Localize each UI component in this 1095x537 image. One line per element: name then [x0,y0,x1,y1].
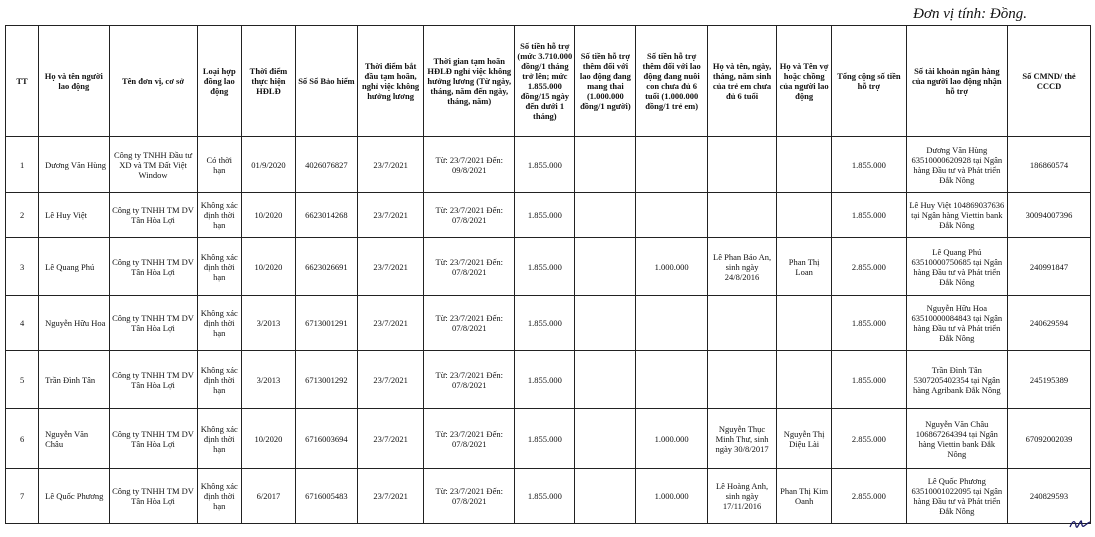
cell-insurance: 6713001292 [295,351,357,409]
header-id: Số CMND/ thẻ CCCD [1008,26,1091,137]
cell-pause-start: 23/7/2021 [357,296,423,351]
cell-contract: Không xác định thời hạn [197,296,242,351]
header-pregnant: Số tiền hỗ trợ thêm đối với lao động đang mang thai (1.000.000 đồng/1 người) [575,26,636,137]
cell-insurance: 6623014268 [295,193,357,238]
cell-insurance: 6716005483 [295,469,357,524]
cell-contract: Không xác định thời hạn [197,351,242,409]
cell-name: Nguyễn Hữu Hoa [39,296,109,351]
cell-pause-start: 23/7/2021 [357,238,423,296]
support-table [5,25,1091,524]
cell-id: 240991847 [1008,238,1091,296]
header-bank: Số tài khoản ngân hàng của người lao động nhận hỗ trợ [906,26,1007,137]
cell-period: Từ: 23/7/2021 Đến: 07/8/2021 [424,296,515,351]
cell-name: Lê Huy Việt [39,193,109,238]
cell-child-support: 1.000.000 [636,469,707,524]
cell-pregnant [575,296,636,351]
cell-bank: Lê Quang Phú 63510000750685 tại Ngân hàng Đầu tư và Phát triển Đắk Nông [906,238,1007,296]
cell-contract: Có thời hạn [197,137,242,193]
cell-period: Từ: 23/7/2021 Đến: 07/8/2021 [424,409,515,469]
cell-total: 1.855.000 [832,351,907,409]
signature-mark [1069,517,1091,531]
cell-spouse [777,193,832,238]
cell-insurance: 6716003694 [295,409,357,469]
cell-id: 67092002039 [1008,409,1091,469]
cell-unit: Công ty TNHH TM DV Tân Hòa Lợi [109,469,197,524]
cell-name: Dương Văn Hùng [39,137,109,193]
cell-support: 1.855.000 [515,296,575,351]
cell-spouse: Nguyễn Thị Diệu Lài [777,409,832,469]
cell-name: Lê Quang Phú [39,238,109,296]
cell-tt: 2 [6,193,39,238]
header-name: Họ và tên người lao động [39,26,109,137]
cell-total: 2.855.000 [832,409,907,469]
cell-child-support: 1.000.000 [636,238,707,296]
header-support: Số tiền hỗ trợ (mức 3.710.000 đồng/1 tháng trở lên; mức 1.855.000 đồng/15 ngày đến dưới 1 tháng) [515,26,575,137]
cell-id: 30094007396 [1008,193,1091,238]
cell-pause-start: 23/7/2021 [357,193,423,238]
header-spouse: Họ và Tên vợ hoặc chồng của người lao động [777,26,832,137]
cell-contract: Không xác định thời hạn [197,238,242,296]
cell-tt: 4 [6,296,39,351]
cell-start: 10/2020 [242,193,296,238]
cell-tt: 7 [6,469,39,524]
header-tt: TT [6,26,39,137]
cell-name: Trần Đình Tân [39,351,109,409]
cell-tt: 5 [6,351,39,409]
cell-support: 1.855.000 [515,238,575,296]
table-row [6,469,1091,524]
cell-child-support: 1.000.000 [636,409,707,469]
cell-insurance: 6623026691 [295,238,357,296]
cell-child-support [636,137,707,193]
cell-contract: Không xác định thời hạn [197,409,242,469]
table-row [6,193,1091,238]
cell-tt: 1 [6,137,39,193]
cell-period: Từ: 23/7/2021 Đến: 07/8/2021 [424,238,515,296]
cell-bank: Lê Huy Việt 104869037636 tại Ngân hàng Viettin bank Đắk Nông [906,193,1007,238]
cell-unit: Công ty TNHH TM DV Tân Hòa Lợi [109,351,197,409]
cell-spouse [777,137,832,193]
cell-bank: Nguyễn Văn Châu 106867264394 tại Ngân hàng Viettin bank Đắk Nông [906,409,1007,469]
header-period: Thời gian tạm hoãn HĐLĐ nghỉ việc không hưởng lương (Từ ngày, tháng, năm đến ngày, tháng, năm) [424,26,515,137]
cell-pregnant [575,137,636,193]
header-contract: Loại hợp đồng lao động [197,26,242,137]
cell-spouse: Phan Thị Loan [777,238,832,296]
cell-child-support [636,296,707,351]
cell-start: 01/9/2020 [242,137,296,193]
header-total: Tổng cộng số tiền hỗ trợ [832,26,907,137]
table-row [6,238,1091,296]
cell-child-support [636,351,707,409]
cell-start: 6/2017 [242,469,296,524]
cell-total: 1.855.000 [832,296,907,351]
cell-support: 1.855.000 [515,137,575,193]
cell-pregnant [575,469,636,524]
cell-bank: Trần Đình Tân 5307205402354 tại Ngân hàng Agribank Đắk Nông [906,351,1007,409]
cell-unit: Công ty TNHH TM DV Tân Hòa Lợi [109,409,197,469]
cell-id: 240629594 [1008,296,1091,351]
cell-support: 1.855.000 [515,469,575,524]
cell-child: Lê Phan Bảo An, sinh ngày 24/8/2016 [707,238,776,296]
header-start: Thời điểm thực hiện HĐLĐ [242,26,296,137]
cell-id: 186860574 [1008,137,1091,193]
cell-start: 10/2020 [242,409,296,469]
cell-pregnant [575,351,636,409]
cell-total: 2.855.000 [832,469,907,524]
header-child-support: Số tiền hỗ trợ thêm đối với lao động đang nuôi con chưa đủ 6 tuổi (1.000.000 đồng/1 trẻ em) [636,26,707,137]
cell-pregnant [575,409,636,469]
cell-insurance: 4026076827 [295,137,357,193]
cell-support: 1.855.000 [515,351,575,409]
cell-id: 245195389 [1008,351,1091,409]
cell-pause-start: 23/7/2021 [357,469,423,524]
cell-name: Lê Quốc Phương [39,469,109,524]
cell-child: Lê Hoàng Anh, sinh ngày 17/11/2016 [707,469,776,524]
cell-contract: Không xác định thời hạn [197,193,242,238]
cell-period: Từ: 23/7/2021 Đến: 09/8/2021 [424,137,515,193]
header-insurance: Số Sổ Bảo hiểm [295,26,357,137]
cell-unit: Công ty TNHH TM DV Tân Hòa Lợi [109,296,197,351]
cell-spouse: Phan Thị Kim Oanh [777,469,832,524]
cell-name: Nguyễn Văn Châu [39,409,109,469]
table-row [6,296,1091,351]
cell-unit: Công ty TNHH TM DV Tân Hòa Lợi [109,193,197,238]
cell-spouse [777,296,832,351]
table-row [6,351,1091,409]
cell-unit: Công ty TNHH Đầu tư XD và TM Đất Việt Window [109,137,197,193]
cell-contract: Không xác định thời hạn [197,469,242,524]
cell-start: 3/2013 [242,351,296,409]
unit-note: Đơn vị tính: Đồng. [913,6,1027,22]
cell-support: 1.855.000 [515,193,575,238]
cell-total: 1.855.000 [832,193,907,238]
cell-child [707,193,776,238]
cell-bank: Nguyễn Hữu Hoa 63510000084843 tại Ngân hàng Đầu tư và Phát triển Đắk Nông [906,296,1007,351]
cell-period: Từ: 23/7/2021 Đến: 07/8/2021 [424,193,515,238]
cell-bank: Lê Quốc Phương 63510001022095 tại Ngân hàng Đầu tư và Phát triển Đắk Nông [906,469,1007,524]
cell-pregnant [575,238,636,296]
cell-insurance: 6713001291 [295,296,357,351]
cell-spouse [777,351,832,409]
header-unit: Tên đơn vị, cơ sở [109,26,197,137]
cell-child-support [636,193,707,238]
cell-child: Nguyễn Thục Minh Thư, sinh ngày 30/8/2017 [707,409,776,469]
cell-total: 1.855.000 [832,137,907,193]
cell-child [707,137,776,193]
cell-start: 3/2013 [242,296,296,351]
table-row [6,137,1091,193]
header-child: Họ và tên, ngày, tháng, năm sinh của trẻ em chưa đủ 6 tuổi [707,26,776,137]
cell-id: 240829593 [1008,469,1091,524]
cell-unit: Công ty TNHH TM DV Tân Hòa Lợi [109,238,197,296]
header-pause-start: Thời điểm bắt đầu tạm hoãn, nghỉ việc không hưởng lương [357,26,423,137]
cell-support: 1.855.000 [515,409,575,469]
cell-total: 2.855.000 [832,238,907,296]
cell-child [707,296,776,351]
cell-tt: 3 [6,238,39,296]
cell-tt: 6 [6,409,39,469]
cell-pause-start: 23/7/2021 [357,409,423,469]
header-row [6,26,1091,137]
cell-pregnant [575,193,636,238]
cell-pause-start: 23/7/2021 [357,351,423,409]
cell-start: 10/2020 [242,238,296,296]
cell-period: Từ: 23/7/2021 Đến: 07/8/2021 [424,469,515,524]
cell-child [707,351,776,409]
table-row [6,409,1091,469]
cell-pause-start: 23/7/2021 [357,137,423,193]
cell-bank: Dương Văn Hùng 63510000620928 tại Ngân hàng Đầu tư và Phát triển Đắk Nông [906,137,1007,193]
cell-period: Từ: 23/7/2021 Đến: 07/8/2021 [424,351,515,409]
